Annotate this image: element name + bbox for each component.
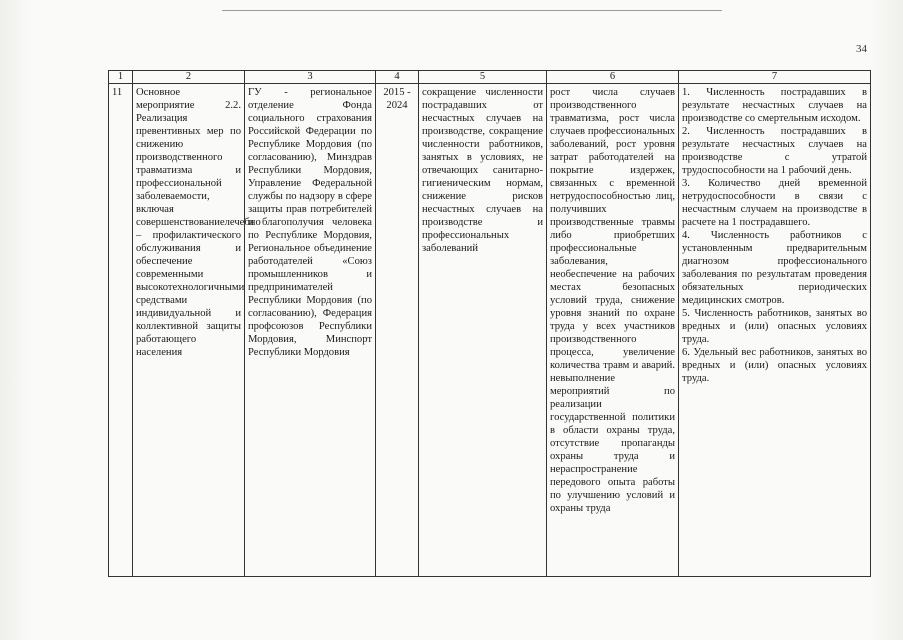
header-cell: 2 — [133, 71, 245, 84]
event-name-cell: Основное мероприятие 2.2. Реализация превентивных мер по снижению производственного травматизма и профессиональной заболеваемости, включая совершенствованиелечебно – профилактического обслуживания и обеспечение современными высокотехнологичными средствами индивидуальной и коллективной защиты работающего населения — [133, 84, 245, 577]
program-table — [108, 70, 871, 577]
table-header-row — [109, 71, 871, 84]
row-number: 11 — [109, 84, 133, 577]
indicator-item: 1. Численность пострадавших в результате несчастных случаев на производстве со смертельным исходом. — [682, 87, 867, 124]
top-rule — [222, 10, 722, 11]
indicator-item: 2. Численность пострадавших в результате несчастных случаев на производстве с утратой трудоспособности на 1 рабочий день. — [682, 126, 867, 176]
header-cell: 1 — [109, 71, 133, 84]
header-cell: 3 — [245, 71, 376, 84]
indicator-item: 6. Удельный вес работников, занятых во вредных и (или) опасных условиях труда. — [682, 347, 867, 384]
expected-result-cell: сокращение численности пострадавших от несчастных случаев на производстве, сокращение численности работников, занятых в условиях, не отвечающих санитарно-гигиеническим нормам, снижение рисков несчастных случаев на производстве и профессиональных заболеваний — [419, 84, 547, 577]
table-row — [109, 84, 871, 577]
indicator-item: 3. Количество дней временной нетрудоспособности в связи с несчастным случаем на производстве в расчете на 1 пострадавшего. — [682, 178, 867, 228]
indicator-item: 4. Численность работников с установленным предварительным диагнозом профессионального заболевания по результатам проведения обязательных периодических медицинских смотров. — [682, 230, 867, 306]
consequences-cell: рост числа случаев производственного травматизма, рост числа случаев профессиональных заболеваний, рост уровня затрат работодателей на покрытие издержек, связанных с временной нетрудоспособностью лиц, получивших производственные травмы либо приобретших профессиональные заболевания, необеспечение на рабочих местах безопасных условий труда, снижение уровня знаний по охране труда у всех участников производственного процесса, увеличение количества травм и аварий. невыполнение мероприятий по реализации государственной политики в области охраны труда, отсутствие пропаганды охраны труда и нераспространение передового опыта работы по улучшению условий и охраны труда — [547, 84, 679, 577]
header-cell: 4 — [376, 71, 419, 84]
header-cell: 5 — [419, 71, 547, 84]
executors-cell: ГУ - региональное отделение Фонда социального страхования Российской Федерации по Республике Мордовия (по согласованию), Минздрав Республики Мордовия, Управление Федеральной службы по надзору в сфере защиты прав потребителей и благополучия человека по Республике Мордовия, Региональное объединение работодателей «Союз промышленников и предпринимателей Республики Мордовия (по согласованию), Федерация профсоюзов Республики Мордовия, Минспорт Республики Мордовия — [245, 84, 376, 577]
header-cell: 6 — [547, 71, 679, 84]
header-cell: 7 — [679, 71, 871, 84]
indicator-item: 5. Численность работников, занятых во вредных и (или) опасных условиях труда. — [682, 308, 867, 345]
page-number: 34 — [856, 43, 867, 55]
indicators-cell — [679, 84, 871, 577]
period-cell: 2015 - 2024 — [376, 84, 419, 577]
